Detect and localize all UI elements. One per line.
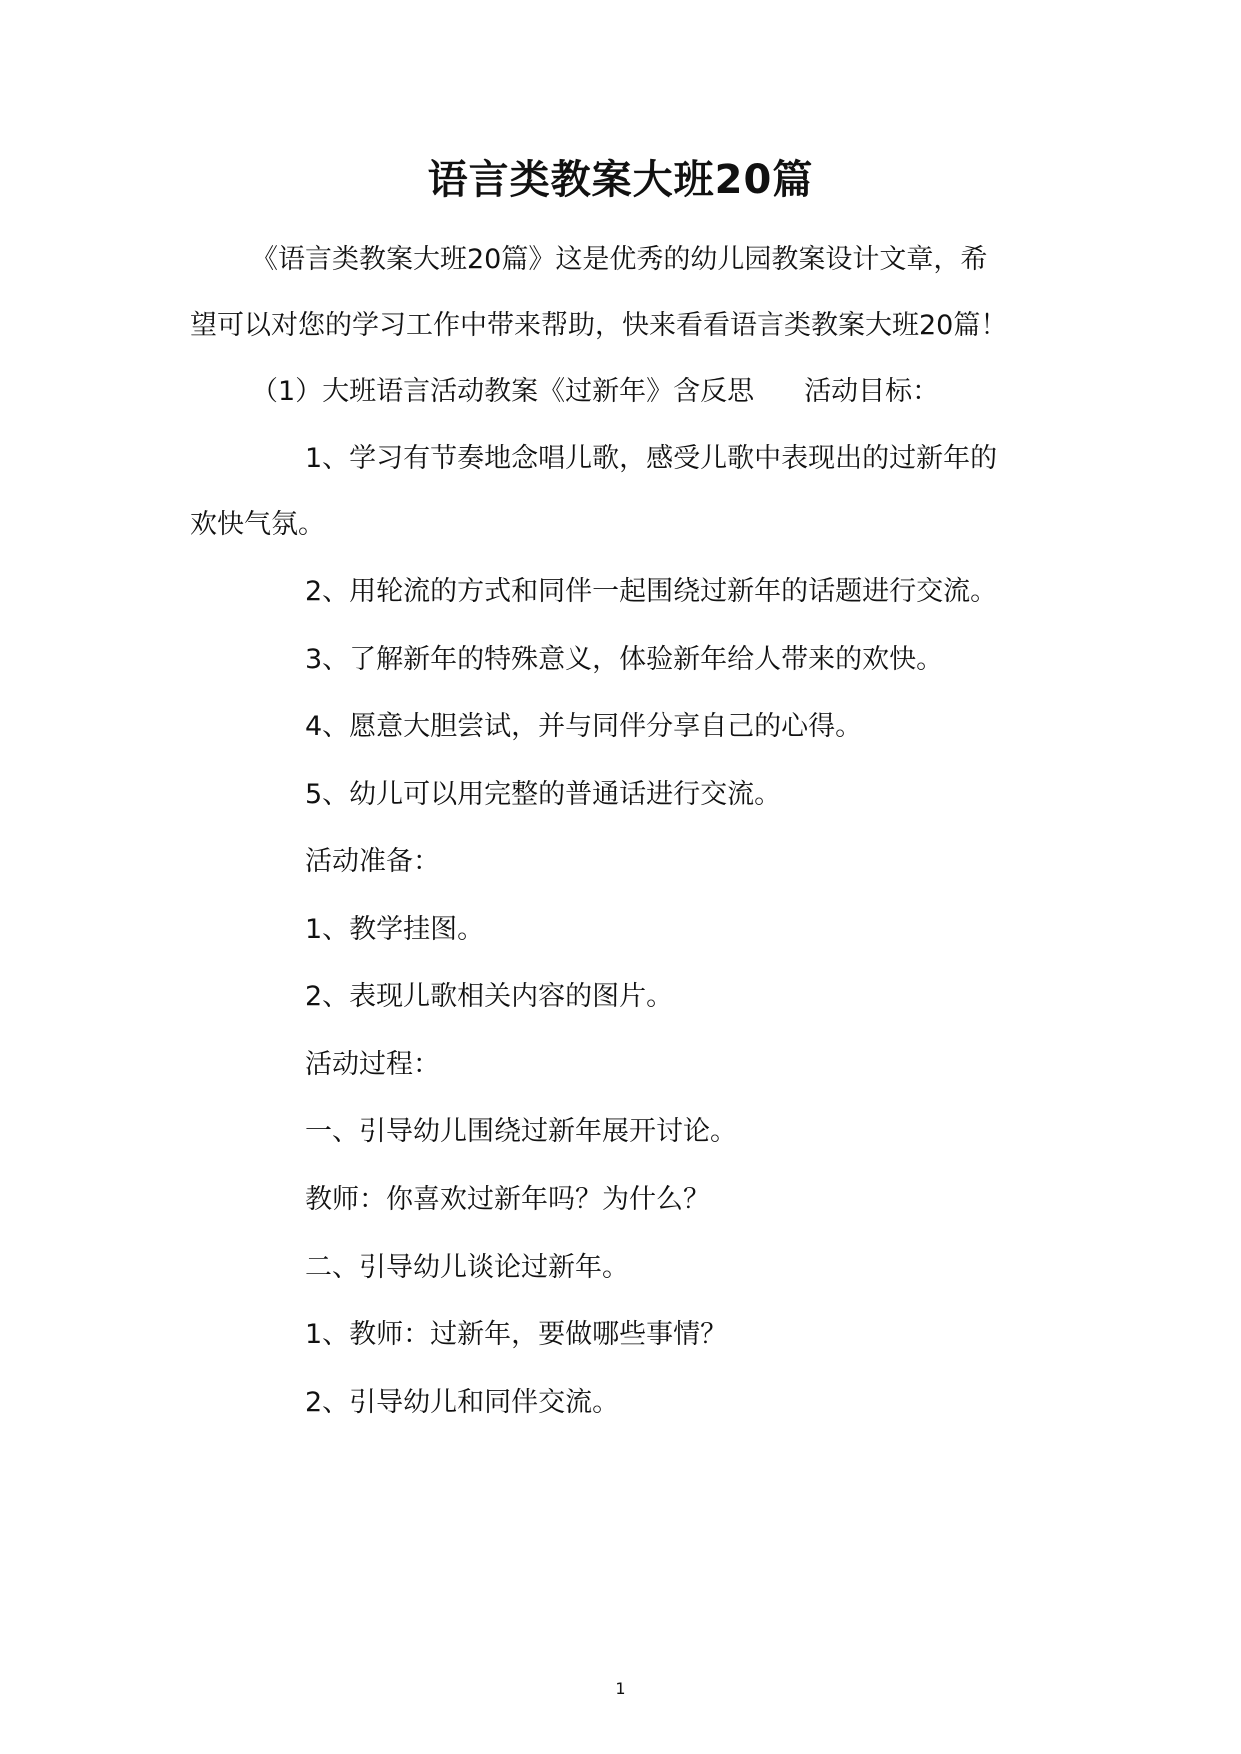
- goals-heading: 活动目标：: [804, 376, 940, 407]
- process-item: 教师：你喜欢过新年吗？为什么？: [305, 1184, 710, 1215]
- goal-item: 2、用轮流的方式和同伴一起围绕过新年的话题进行交流。: [305, 576, 998, 607]
- goal-item: 5、幼儿可以用完整的普通话进行交流。: [305, 779, 782, 810]
- document-title: 语言类教案大班20篇: [427, 157, 814, 203]
- goal-item-continued: 欢快气氛。: [190, 509, 325, 540]
- goal-item: 3、了解新年的特殊意义，体验新年给人带来的欢快。: [305, 644, 944, 675]
- preparation-item: 2、表现儿歌相关内容的图片。: [305, 981, 674, 1012]
- section-heading: [251, 372, 939, 412]
- process-item: 二、引导幼儿谈论过新年。: [305, 1252, 629, 1283]
- preparation-heading: 活动准备：: [305, 846, 440, 877]
- preparation-item: 1、教学挂图。: [305, 914, 485, 945]
- goal-item: 1、学习有节奏地念唱儿歌，感受儿歌中表现出的过新年的: [305, 443, 998, 474]
- process-item: 1、教师：过新年，要做哪些事情？: [305, 1319, 728, 1350]
- section-title: （1）大班语言活动教案《过新年》含反思: [251, 376, 755, 407]
- goal-item: 4、愿意大胆尝试，并与同伴分享自己的心得。: [305, 711, 863, 742]
- intro-line-1: 《语言类教案大班20篇》这是优秀的幼儿园教案设计文章，希: [251, 244, 988, 275]
- process-item: 一、引导幼儿围绕过新年展开讨论。: [305, 1116, 737, 1147]
- process-heading: 活动过程：: [305, 1049, 440, 1080]
- intro-line-2: 望可以对您的学习工作中带来帮助，快来看看语言类教案大班20篇！: [190, 310, 1008, 341]
- page-number: 1: [615, 1679, 626, 1698]
- process-item: 2、引导幼儿和同伴交流。: [305, 1387, 620, 1418]
